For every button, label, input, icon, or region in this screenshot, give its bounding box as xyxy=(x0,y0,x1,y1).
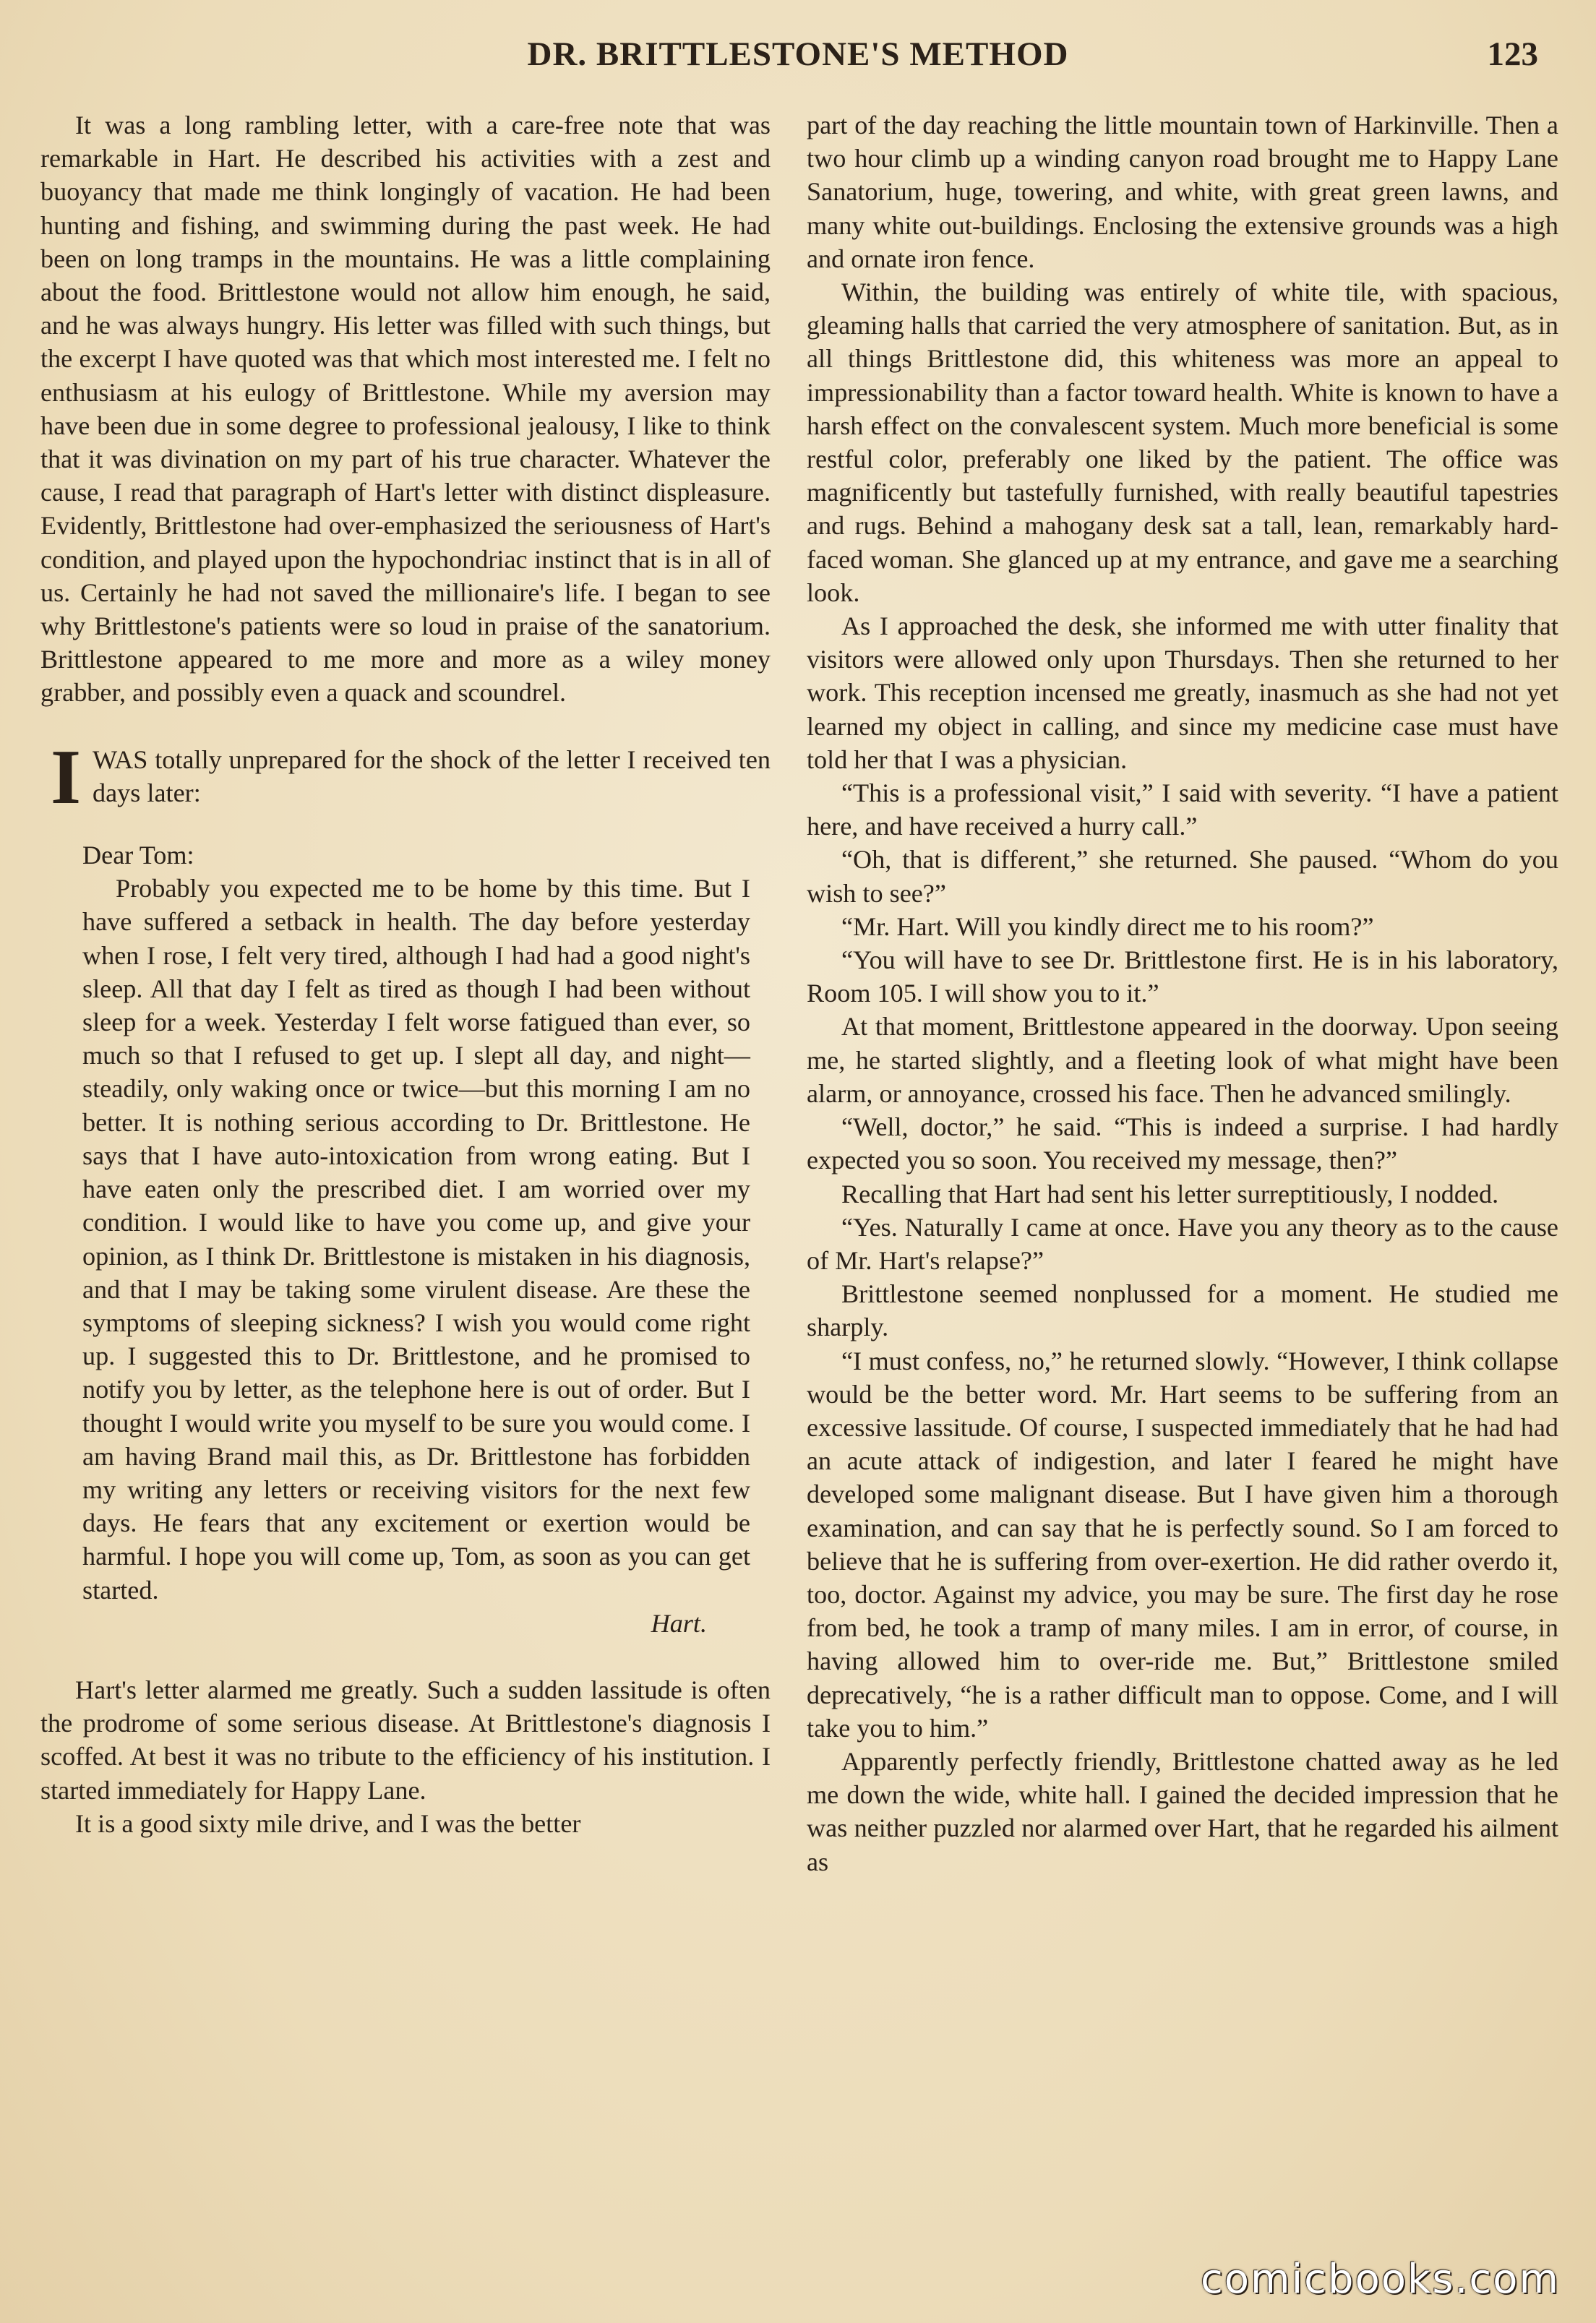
paragraph: “You will have to see Dr. Brittlestone first. He is in his laboratory, Room 105. I will show you to it.” xyxy=(807,945,1558,1008)
paragraph: Brittlestone seemed nonplussed for a moment. He studied me sharply. xyxy=(807,1279,1558,1342)
paragraph: At that moment, Brittlestone appeared in the doorway. Upon seeing me, he started slightly, and a fleeting look of what might have been alarm, or annoyance, crossed his face. Then he advanced smilingly. xyxy=(807,1012,1558,1108)
paragraph: It is a good sixty mile drive, and I was the better xyxy=(75,1808,581,1838)
paragraph: Within, the building was entirely of white tile, with spacious, gleaming halls that carried the very atmosphere of sanitation. But, as in all things Brittlestone did, this whiteness was more an appeal to impressionability than a factor toward health. White is known to have a harsh effect on the convalescent system. Much more beneficial is some restful color, preferably one liked by the patient. The office was magnificently but tastefully furnished, with really beautiful tapestries and rugs. Behind a mahogany desk sat a tall, lean, remarkably hard-faced woman. She glanced up at my entrance, and gave me a searching look. xyxy=(807,278,1558,607)
site-watermark: comicbooks.com xyxy=(1200,2256,1560,2303)
paragraph: “Well, doctor,” he said. “This is indeed a surprise. I had hardly expected you so soon. You received my message, then?” xyxy=(807,1112,1558,1175)
paragraph: “Mr. Hart. Will you kindly direct me to his room?” xyxy=(841,911,1374,941)
page-header xyxy=(0,35,1596,85)
letter-body: Probably you expected me to be home by this time. But I have suffered a setback in health. The day before yesterday when I rose, I felt very tired, although I had had a good night's sleep. All that day I felt as tired as though I had been without sleep for a week. Yesterday I felt worse fatigued than ever, so much so that I refused to get up. I slept all day, and night—steadily, only waking once or twice—but this morning I am no better. It is nothing serious according to Dr. Brittlestone. He says that I have auto-intoxication from wrong eating. But I have eaten only the prescribed diet. I am worried over my condition. I would like to have you come up, and give your opinion, as I think Dr. Brittlestone is mistaken in his diagnosis, and that I may be taking some virulent disease. Are these the symptoms of sleeping sickness? I wish you would come right up. I suggested this to Dr. Brittlestone, and he promised to notify you by letter, as the telephone here is out of order. But I thought I would write you myself to be sure you would come. I am having Brand mail this, as Dr. Brittlestone has forbidden my writing any letters or receiving visitors for the next few days. He fears that any excitement or exertion would be harmful. I hope you will come up, Tom, as soon as you can get started. xyxy=(82,874,750,1605)
quoted-letter xyxy=(40,838,771,1640)
paragraph: “Oh, that is different,” she returned. She paused. “Whom do you wish to see?” xyxy=(807,845,1558,908)
paragraph: “This is a professional visit,” I said with severity. “I have a patient here, and have received a hurry call.” xyxy=(807,778,1558,841)
paragraph: Apparently perfectly friendly, Brittlestone chatted away as he led me down the wide, white hall. I gained the decided impression that he was neither puzzled nor alarmed over Hart, that he regarded his ailment as xyxy=(807,1746,1558,1876)
paragraph: Hart's letter alarmed me greatly. Such a sudden lassitude is often the prodrome of some serious disease. At Brittlestone's diagnosis I scoffed. At best it was no tribute to the efficiency of his institution. I started immediately for Happy Lane. xyxy=(40,1675,771,1805)
after-letter xyxy=(40,1673,771,1840)
paragraph: As I approached the desk, she informed me with utter finality that visitors were allowed only upon Thursdays. Then she returned to her work. This reception incensed me greatly, inasmuch as she had not yet learned my object in calling, and since my medicine case must have told her that I was a physician. xyxy=(807,611,1558,774)
drop-cap: I xyxy=(51,742,82,810)
paragraph: WAS totally unprepared for the shock of the letter I received ten days later: xyxy=(93,744,771,807)
paragraph: “Yes. Naturally I came at once. Have you any theory as to the cause of Mr. Hart's relapse?” xyxy=(807,1212,1558,1275)
paragraph: It was a long rambling letter, with a care-free note that was remarkable in Hart. He described his activities with a zest and buoyancy that made me think longingly of vacation. He had been hunting and fishing, and swimming during the past week. He had been on long tramps in the mountains. He was a little complaining about the food. Brittlestone would not allow him enough, he said, and he was always hungry. His letter was filled with such things, but the excerpt I have quoted was that which most interested me. I felt no enthusiasm at his eulogy of Brittlestone. While my aversion may have been due in some degree to professional jealousy, I like to think that it was divination on my part of his true character. Whatever the cause, I read that paragraph of Hart's letter with distinct displeasure. Evidently, Brittlestone had over-emphasized the seriousness of Hart's condition, and played upon the hypochondriac instinct that is in all of us. Certainly he had not saved the millionaire's life. I began to see why Brittlestone's patients were so loud in praise of the sanatorium. Brittlestone appeared to me more and more as a wiley money grabber, and possibly even a quack and scoundrel. xyxy=(40,111,771,708)
page-number: 123 xyxy=(1487,35,1538,73)
paragraph: Recalling that Hart had sent his letter surreptitiously, I nodded. xyxy=(841,1179,1499,1208)
letter-signature: Hart. xyxy=(651,1608,707,1638)
section-start xyxy=(40,743,771,810)
running-title: DR. BRITTLESTONE'S METHOD xyxy=(527,35,1069,73)
paragraph: “I must confess, no,” he returned slowly. “However, I think collapse would be the better word. Mr. Hart seems to be suffering from an excessive lassitude. Of course, I suspected immediately that he had had an acute attack of indigestion, and later I feared he might have developed some malignant disease. But I have given him a thorough examination, and can say that he is perfectly sound. So I am forced to believe that he is suffering from over-exertion. He did rather overdo it, too, doctor. Against my advice, you may be sure. The first day he rose from bed, he took a tramp of many miles. I am in error, of course, in having allowed him to over-ride me. But,” Brittlestone smiled deprecatively, “he is a rather difficult man to oppose. Come, and I will take you to him.” xyxy=(807,1346,1558,1743)
left-column xyxy=(40,108,771,1840)
letter-salutation: Dear Tom: xyxy=(82,841,194,870)
paragraph: part of the day reaching the little mountain town of Harkinville. Then a two hour climb up a winding canyon road brought me to Happy Lane Sanatorium, huge, towering, and white, with great green lawns, and many white out-buildings. Enclosing the extensive grounds was a high and ornate iron fence. xyxy=(807,111,1558,273)
right-column xyxy=(807,108,1558,1878)
